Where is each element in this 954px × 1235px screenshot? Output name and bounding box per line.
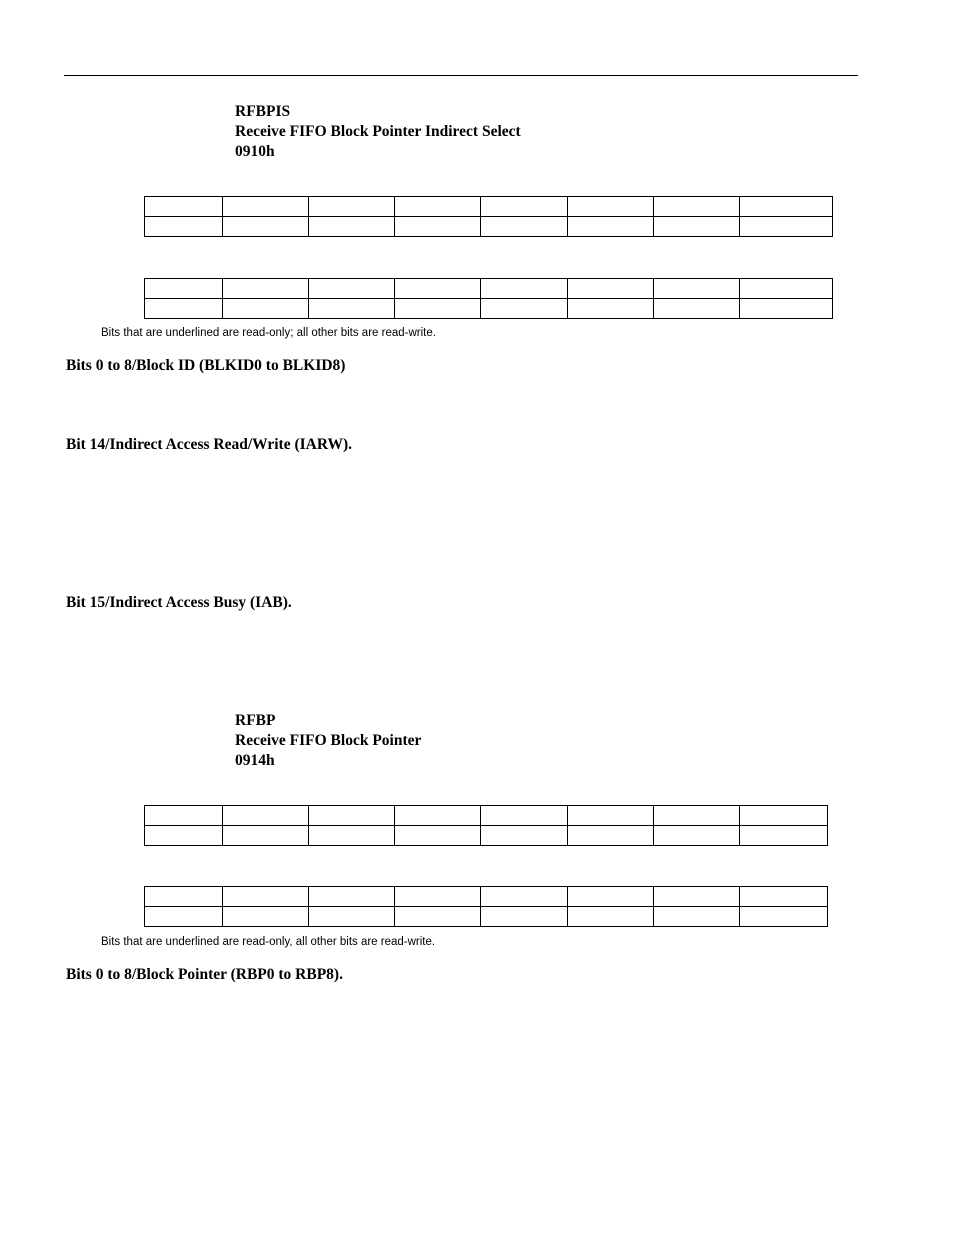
rfbpis-bit-table-upper (144, 196, 833, 237)
top-rule (64, 75, 858, 76)
field-heading-iab: Bit 15/Indirect Access Busy (IAB). (66, 594, 292, 611)
register-address: 0910h (235, 143, 275, 160)
bit-default-row (145, 826, 828, 846)
bit-default-row (145, 907, 828, 927)
field-heading-rbp: Bits 0 to 8/Block Pointer (RBP0 to RBP8). (66, 966, 343, 983)
register-name: RFBPIS (235, 103, 291, 120)
field-heading-blkid: Bits 0 to 8/Block ID (BLKID0 to BLKID8) (66, 357, 346, 374)
rfbp-access-note: Bits that are underlined are read-only, all other bits are read-write. (101, 936, 436, 948)
bit-default-row (145, 217, 833, 237)
rfbp-register-header (235, 711, 421, 771)
bit-default-row (145, 299, 833, 319)
bit-name-row (145, 806, 828, 826)
rfbp-bit-table-upper (144, 805, 828, 846)
field-heading-iarw: Bit 14/Indirect Access Read/Write (IARW). (66, 436, 353, 453)
bit-name-row (145, 197, 833, 217)
register-name: RFBP (235, 712, 276, 729)
bit-name-row (145, 887, 828, 907)
rfbp-bit-table-lower (144, 886, 828, 927)
register-title: Receive FIFO Block Pointer (235, 732, 422, 749)
register-address: 0914h (235, 752, 275, 769)
bit-name-row (145, 279, 833, 299)
rfbpis-register-header (235, 102, 521, 162)
rfbpis-access-note: Bits that are underlined are read-only; all other bits are read-write. (101, 327, 436, 339)
rfbpis-bit-table-lower (144, 278, 833, 319)
register-title: Receive FIFO Block Pointer Indirect Select (235, 123, 521, 140)
